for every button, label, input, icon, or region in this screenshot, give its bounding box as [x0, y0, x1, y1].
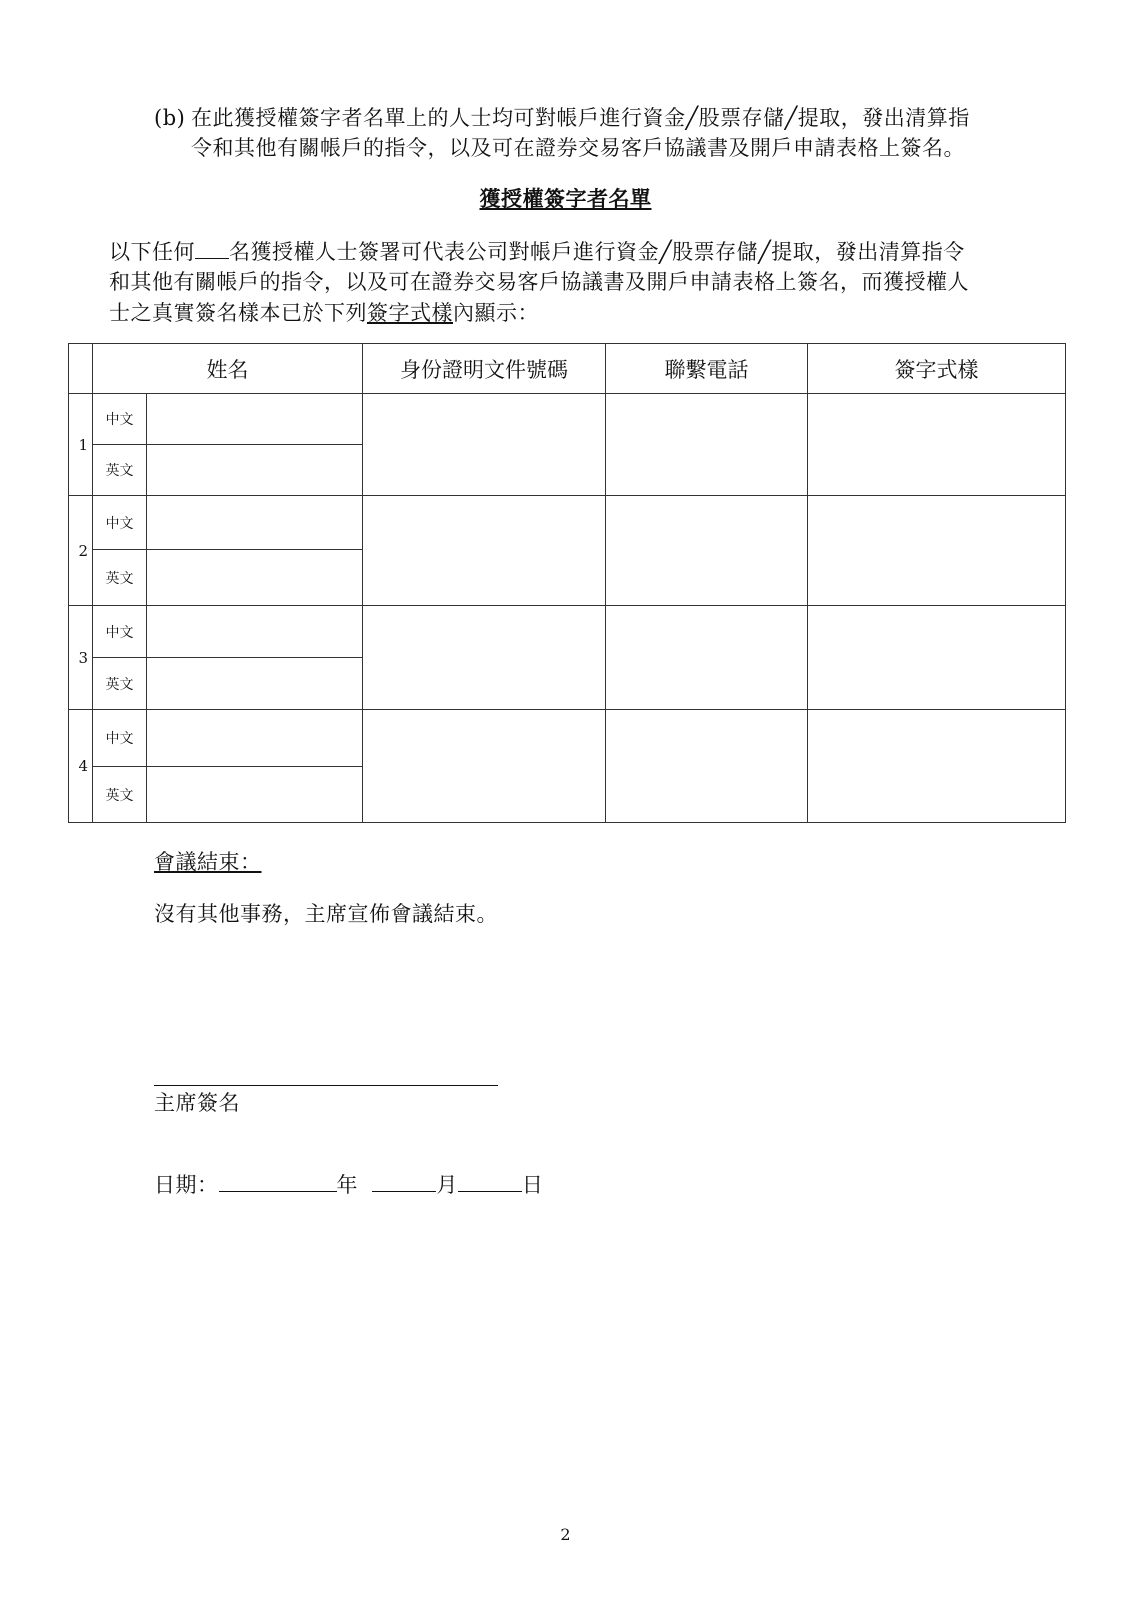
intro-line-1-start: 以下任何	[109, 240, 195, 264]
signature-cell[interactable]	[808, 606, 1066, 710]
intro-line-2: 和其他有關帳戶的指令，以及可在證券交易客戶協議書及開戶申請表格上簽名，而獲授權人	[109, 270, 969, 294]
chinese-label: 中文	[93, 394, 147, 445]
date-line	[154, 1169, 543, 1199]
chinese-name-cell[interactable]	[147, 394, 363, 445]
english-label: 英文	[93, 658, 147, 710]
chairman-signature-label: 主席簽名	[154, 1091, 240, 1115]
chinese-label: 中文	[93, 710, 147, 767]
day-blank-field[interactable]	[458, 1169, 522, 1192]
intro-paragraph	[109, 236, 1029, 329]
table-row	[69, 710, 1066, 767]
table-row	[69, 496, 1066, 550]
english-name-cell[interactable]	[147, 445, 363, 496]
signature-cell[interactable]	[808, 394, 1066, 496]
chairman-signature-line[interactable]	[154, 1085, 498, 1086]
intro-line-1-end: 名獲授權人士簽署可代表公司對帳戶進行資金╱股票存儲╱提取，發出清算指令	[229, 240, 965, 264]
header-phone: 聯繫電話	[606, 344, 808, 394]
english-label: 英文	[93, 550, 147, 606]
intro-line-3-end: 內顯示：	[453, 301, 539, 325]
phone-cell[interactable]	[606, 394, 808, 496]
item-b-marker: (b)	[154, 106, 186, 130]
row-number: 1	[69, 394, 93, 496]
intro-line-3-underlined: 簽字式樣	[367, 301, 453, 325]
chinese-name-cell[interactable]	[147, 606, 363, 658]
english-name-cell[interactable]	[147, 550, 363, 606]
row-number: 3	[69, 606, 93, 710]
closing-statement: 沒有其他事務，主席宣佈會議結束。	[154, 902, 498, 926]
item-b-line-1: 在此獲授權簽字者名單上的人士均可對帳戶進行資金╱股票存儲╱提取，發出清算指	[191, 106, 970, 130]
phone-cell[interactable]	[606, 496, 808, 606]
year-label: 年	[336, 1173, 358, 1197]
chinese-label: 中文	[93, 606, 147, 658]
item-b-line-2: 令和其他有關帳戶的指令，以及可在證券交易客戶協議書及開戶申請表格上簽名。	[191, 136, 965, 160]
row-number: 4	[69, 710, 93, 823]
year-blank-field[interactable]	[219, 1169, 337, 1192]
count-blank-field[interactable]	[195, 236, 229, 259]
month-label: 月	[436, 1173, 458, 1197]
table-header-row	[69, 344, 1066, 394]
date-label: 日期：	[154, 1173, 219, 1197]
header-blank	[69, 344, 93, 394]
header-name: 姓名	[93, 344, 363, 394]
english-label: 英文	[93, 767, 147, 823]
id-number-cell[interactable]	[363, 606, 606, 710]
day-label: 日	[521, 1173, 544, 1197]
meeting-end-title: 會議結束：	[154, 850, 262, 874]
header-id-number: 身份證明文件號碼	[363, 344, 606, 394]
chinese-name-cell[interactable]	[147, 710, 363, 767]
id-number-cell[interactable]	[363, 496, 606, 606]
signature-cell[interactable]	[808, 710, 1066, 823]
signature-cell[interactable]	[808, 496, 1066, 606]
table-row	[69, 606, 1066, 658]
english-name-cell[interactable]	[147, 767, 363, 823]
intro-line-1	[109, 236, 1029, 267]
phone-cell[interactable]	[606, 710, 808, 823]
table-row	[69, 394, 1066, 445]
id-number-cell[interactable]	[363, 394, 606, 496]
intro-line-3	[109, 298, 1029, 329]
english-label: 英文	[93, 445, 147, 496]
intro-line-3-start: 士之真實簽名樣本已於下列	[109, 301, 367, 325]
page-number: 2	[560, 1525, 571, 1544]
header-signature: 簽字式樣	[808, 344, 1066, 394]
chinese-name-cell[interactable]	[147, 496, 363, 550]
authorized-signatories-table	[68, 343, 1066, 823]
month-blank-field[interactable]	[372, 1169, 436, 1192]
row-number: 2	[69, 496, 93, 606]
english-name-cell[interactable]	[147, 658, 363, 710]
id-number-cell[interactable]	[363, 710, 606, 823]
phone-cell[interactable]	[606, 606, 808, 710]
section-heading: 獲授權簽字者名單	[479, 186, 652, 211]
chinese-label: 中文	[93, 496, 147, 550]
